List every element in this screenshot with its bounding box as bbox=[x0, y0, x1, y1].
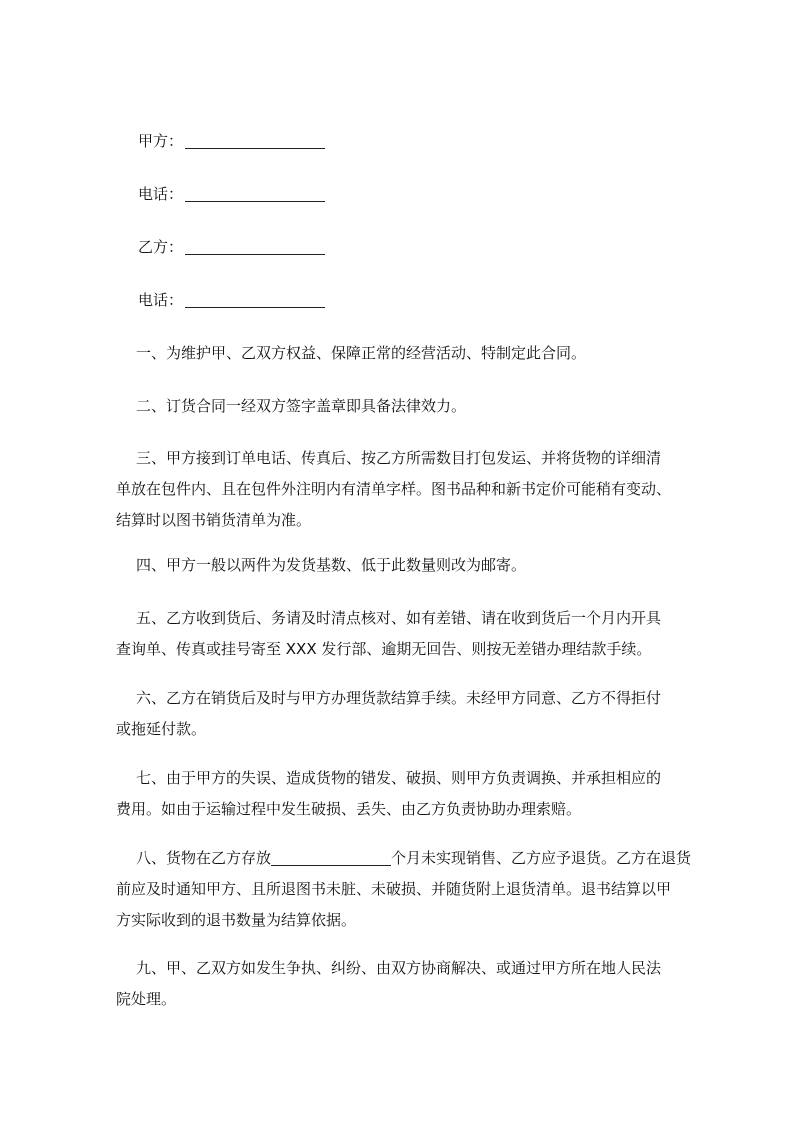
clause-6-line: 六、乙方在销货后及时与甲方办理货款结算手续。未经甲方同意、乙方不得拒付 bbox=[136, 689, 662, 707]
clause-1-line: 一、为维护甲、乙双方权益、保障正常的经营活动、特制定此合同。 bbox=[136, 344, 587, 362]
party-a-blank[interactable] bbox=[185, 134, 325, 149]
party-b-phone-field[interactable] bbox=[138, 289, 325, 311]
party-b-blank[interactable] bbox=[185, 240, 325, 255]
clause-2 bbox=[116, 391, 708, 422]
clause-4-line: 四、甲方一般以两件为发货基数、低于此数量则改为邮寄。 bbox=[136, 556, 527, 574]
clause-8-line-3: 方实际收到的退书数量为结算依据。 bbox=[116, 911, 357, 929]
clause-9-line: 九、甲、乙双方如发生争执、纠纷、由双方协商解决、或通过甲方所在地人民法 bbox=[136, 959, 662, 977]
party-a-field[interactable] bbox=[138, 130, 325, 152]
party-b-phone-label: 电话： bbox=[138, 291, 184, 309]
clause-7-line: 七、由于甲方的失误、造成货物的错发、破损、则甲方负责调换、并承担相应的 bbox=[136, 769, 662, 787]
party-a-phone-blank[interactable] bbox=[185, 187, 325, 202]
party-a-phone-field[interactable] bbox=[138, 183, 325, 205]
clause-5-line: 五、乙方收到货后、务请及时清点核对、如有差错、请在收到货后一个月内开具 bbox=[136, 609, 662, 627]
party-a-phone-label: 电话： bbox=[138, 185, 184, 203]
party-b-phone-blank[interactable] bbox=[185, 293, 325, 308]
storage-months-blank[interactable] bbox=[271, 851, 391, 866]
clause-4 bbox=[116, 550, 708, 581]
clause-7-line: 费用。如由于运输过程中发生破损、丢失、由乙方负责协助办理索赔。 bbox=[116, 800, 582, 818]
clause-8-text-before: 八、货物在乙方存放 bbox=[136, 849, 272, 867]
clause-7 bbox=[116, 763, 708, 825]
clause-6 bbox=[116, 683, 708, 745]
clause-2-line: 二、订货合同一经双方签字盖章即具备法律效力。 bbox=[136, 397, 467, 415]
clause-3 bbox=[116, 443, 708, 536]
clause-8-line-2: 前应及时通知甲方、且所退图书未脏、未破损、并随货附上退货清单。退书结算以甲 bbox=[116, 880, 672, 898]
clause-5-line: 查询单、传真或挂号寄至 XXX 发行部、逾期无回告、则按无差错办理结款手续。 bbox=[116, 640, 652, 658]
clause-8 bbox=[116, 843, 708, 936]
clause-8-line-1 bbox=[116, 843, 708, 874]
party-b-field[interactable] bbox=[138, 236, 325, 258]
clause-3-line: 结算时以图书销货清单为准。 bbox=[116, 511, 312, 529]
clause-9 bbox=[116, 953, 708, 1015]
clause-6-line: 或拖延付款。 bbox=[116, 720, 207, 738]
party-a-label: 甲方： bbox=[138, 132, 184, 150]
clause-1 bbox=[116, 338, 708, 369]
clause-8-text-after: 个月未实现销售、乙方应予退货。乙方在退货 bbox=[391, 849, 692, 867]
party-b-label: 乙方： bbox=[138, 238, 184, 256]
clause-3-line: 单放在包件内、且在包件外注明内有清单字样。图书品种和新书定价可能稍有变动、 bbox=[116, 480, 672, 498]
clause-5 bbox=[116, 603, 708, 665]
clause-9-line: 院处理。 bbox=[116, 990, 177, 1008]
clause-3-line: 三、甲方接到订单电话、传真后、按乙方所需数目打包发运、并将货物的详细清 bbox=[136, 449, 662, 467]
